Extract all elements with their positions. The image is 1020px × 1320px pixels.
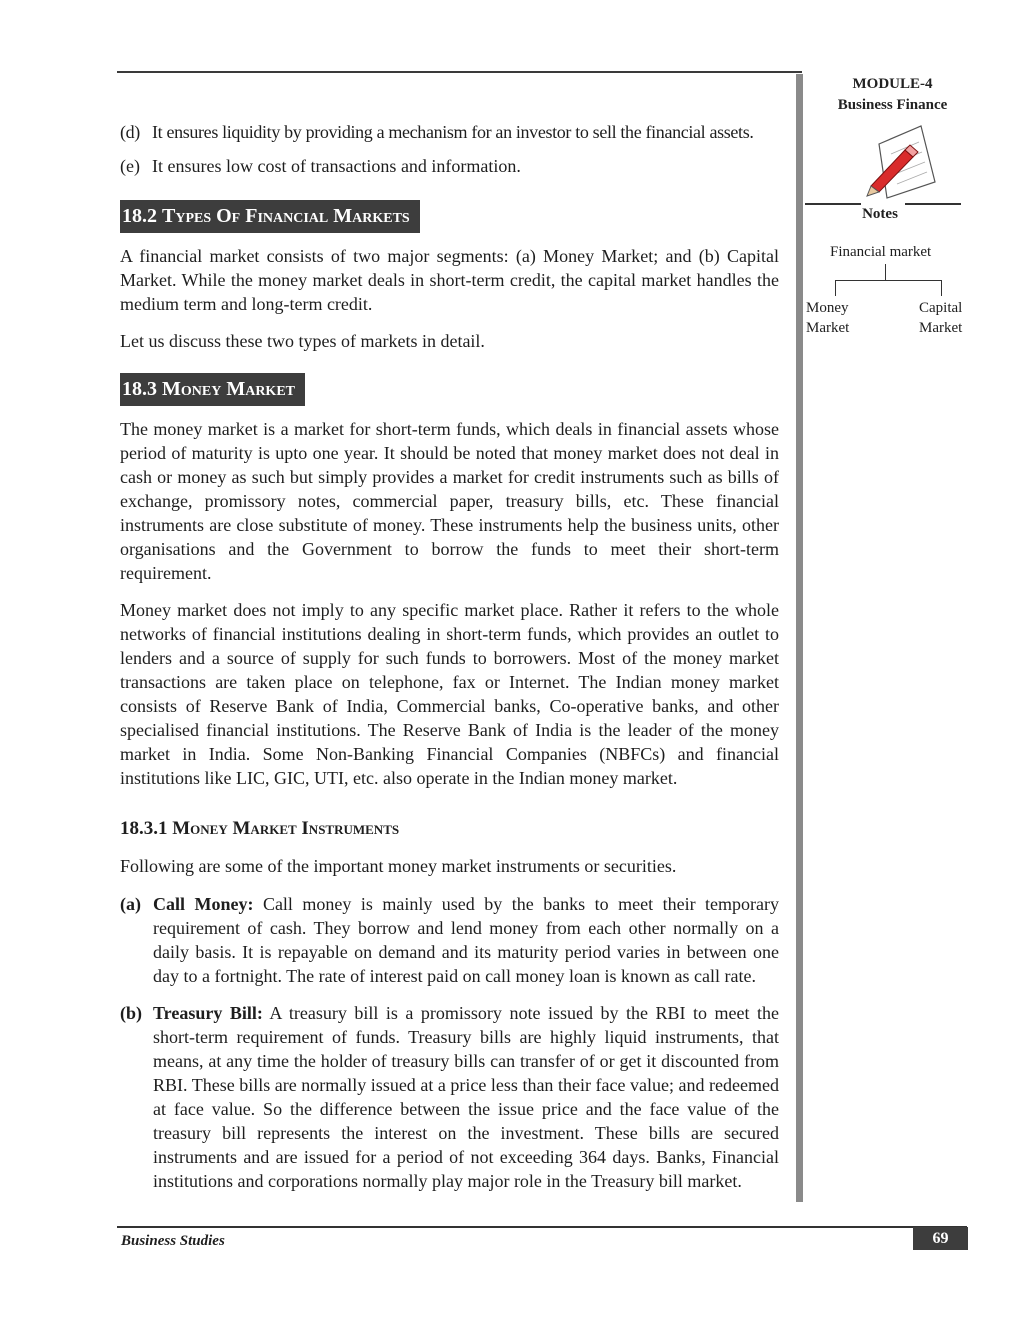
notes-heading (805, 194, 965, 224)
item-label: (e) (120, 156, 140, 176)
diagram-connector (835, 280, 836, 296)
item-term: Treasury Bill: (153, 1003, 263, 1023)
instrument-item-treasury-bill (120, 1001, 779, 1193)
item-term: Call Money: (153, 894, 254, 914)
item-text (153, 1001, 779, 1193)
paragraph: Following are some of the important money market instruments or securities. (120, 856, 677, 876)
list-item-e (120, 154, 779, 178)
subsection-title: Money Market Instruments (172, 818, 400, 839)
module-label: MODULE-4 (852, 76, 933, 92)
notes-rule-left (805, 203, 861, 205)
footer-book-title: Business Studies (121, 1233, 225, 1249)
margin-divider-bar (796, 74, 803, 1202)
item-body: A treasury bill is a promissory note issued by the RBI to meet the short-term requirement of funds. Treasury bills are highly liquid instruments, that means, at any time the holder of treasury bills can transfer of or get it discounted from RBI. These bills are normally issued at a price less than their face value; and redeemed at face value. So the difference between the issue price and the face value of the treasury bill represents the interest on the investment. These bills are secured instruments and are issued for a period of not exceeding 364 days. Banks, Financial institutions and corporations normally play major role in the Treasury bill market. (153, 1003, 779, 1191)
node-label-line: Capital (919, 300, 963, 316)
paragraph: Money market does not imply to any specific market place. Rather it refers to the whole networks of financial institutions dealing in short-term funds, which provides an outlet to lenders and a source of supply for such funds to borrowers. Most of the money market transactions are taken place on telephone, fax or Internet. The Indian money market consists of Reserve Bank of India, Commercial banks, Co-operative banks, and other specialised financial institutions. The Reserve Bank of India is the leader of the money market in India. Some Non-Banking Financial Companies (NBFCs) and financial institutions like LIC, GIC, UTI, etc. also operate in the Indian money market. (120, 600, 779, 788)
diagram-right-node (919, 298, 962, 338)
footer-rule (117, 1226, 967, 1228)
item-text: It ensures liquidity by providing a mechanism for an investor to sell the financial assets. (152, 122, 754, 142)
list-item-d (120, 120, 779, 144)
diagram-left-node (806, 298, 849, 338)
section-heading-18-3 (120, 373, 305, 406)
section-title: Money Market (162, 378, 295, 400)
paragraph: Let us discuss these two types of markets in detail. (120, 331, 485, 351)
notes-rule-right (905, 203, 961, 205)
item-body: Call money is mainly used by the banks to meet their temporary requirement of cash. They borrow and lend money from each other normally on a daily basis. It is repayable on demand and its maturity period varies in between one day to a fortnight. The rate of interest paid on call money loan is known as call rate. (153, 894, 780, 986)
diagram-connector (941, 280, 942, 296)
item-label: (d) (120, 122, 140, 142)
diagram-root-label: Financial market (830, 244, 932, 260)
item-label: (a) (120, 894, 141, 914)
paragraph: A financial market consists of two major segments: (a) Money Market; and (b) Capital Market. While the money market deals in short-term credit, the capital market handles the medium term and long-term credit. (120, 246, 779, 314)
page-number: 69 (913, 1227, 968, 1250)
node-label-line: Money (806, 300, 849, 316)
node-label-line: Market (806, 320, 850, 336)
node-label-line: Market (919, 320, 963, 336)
subsection-number: 18.3.1 (120, 818, 168, 839)
diagram-connector (885, 264, 886, 280)
item-text: It ensures low cost of transactions and information. (152, 156, 521, 176)
module-subject: Business Finance (837, 97, 948, 113)
top-rule (117, 71, 802, 73)
section-18-2-heading-wrap (120, 200, 779, 233)
section-heading-18-2 (120, 200, 420, 233)
item-label: (b) (120, 1003, 142, 1023)
section-title: Types Of Financial Markets (162, 205, 410, 227)
paragraph: The money market is a market for short-term funds, which deals in financial assets whose period of maturity is upto one year. It should be noted that money market does not deal in cash or money as such but simply provides a market for credit instruments such as bills of exchange, promissory notes, commercial paper, treasury bills, etc. These financial instruments are close substitute of money. These instruments help the business units, other organisations and the Government to borrow the funds to meet their short-term requirement. (120, 419, 779, 583)
main-content (120, 120, 779, 1193)
section-18-3-heading-wrap (120, 373, 779, 406)
diagram-connector (835, 280, 942, 281)
margin-column (805, 74, 980, 374)
notes-pencil-icon (857, 124, 937, 204)
instrument-item-call-money (120, 892, 779, 988)
section-number: 18.2 (122, 205, 157, 227)
section-number: 18.3 (122, 378, 157, 400)
item-text (153, 892, 779, 988)
subsection-heading-18-3-1 (120, 816, 779, 842)
notes-label: Notes (862, 206, 898, 222)
